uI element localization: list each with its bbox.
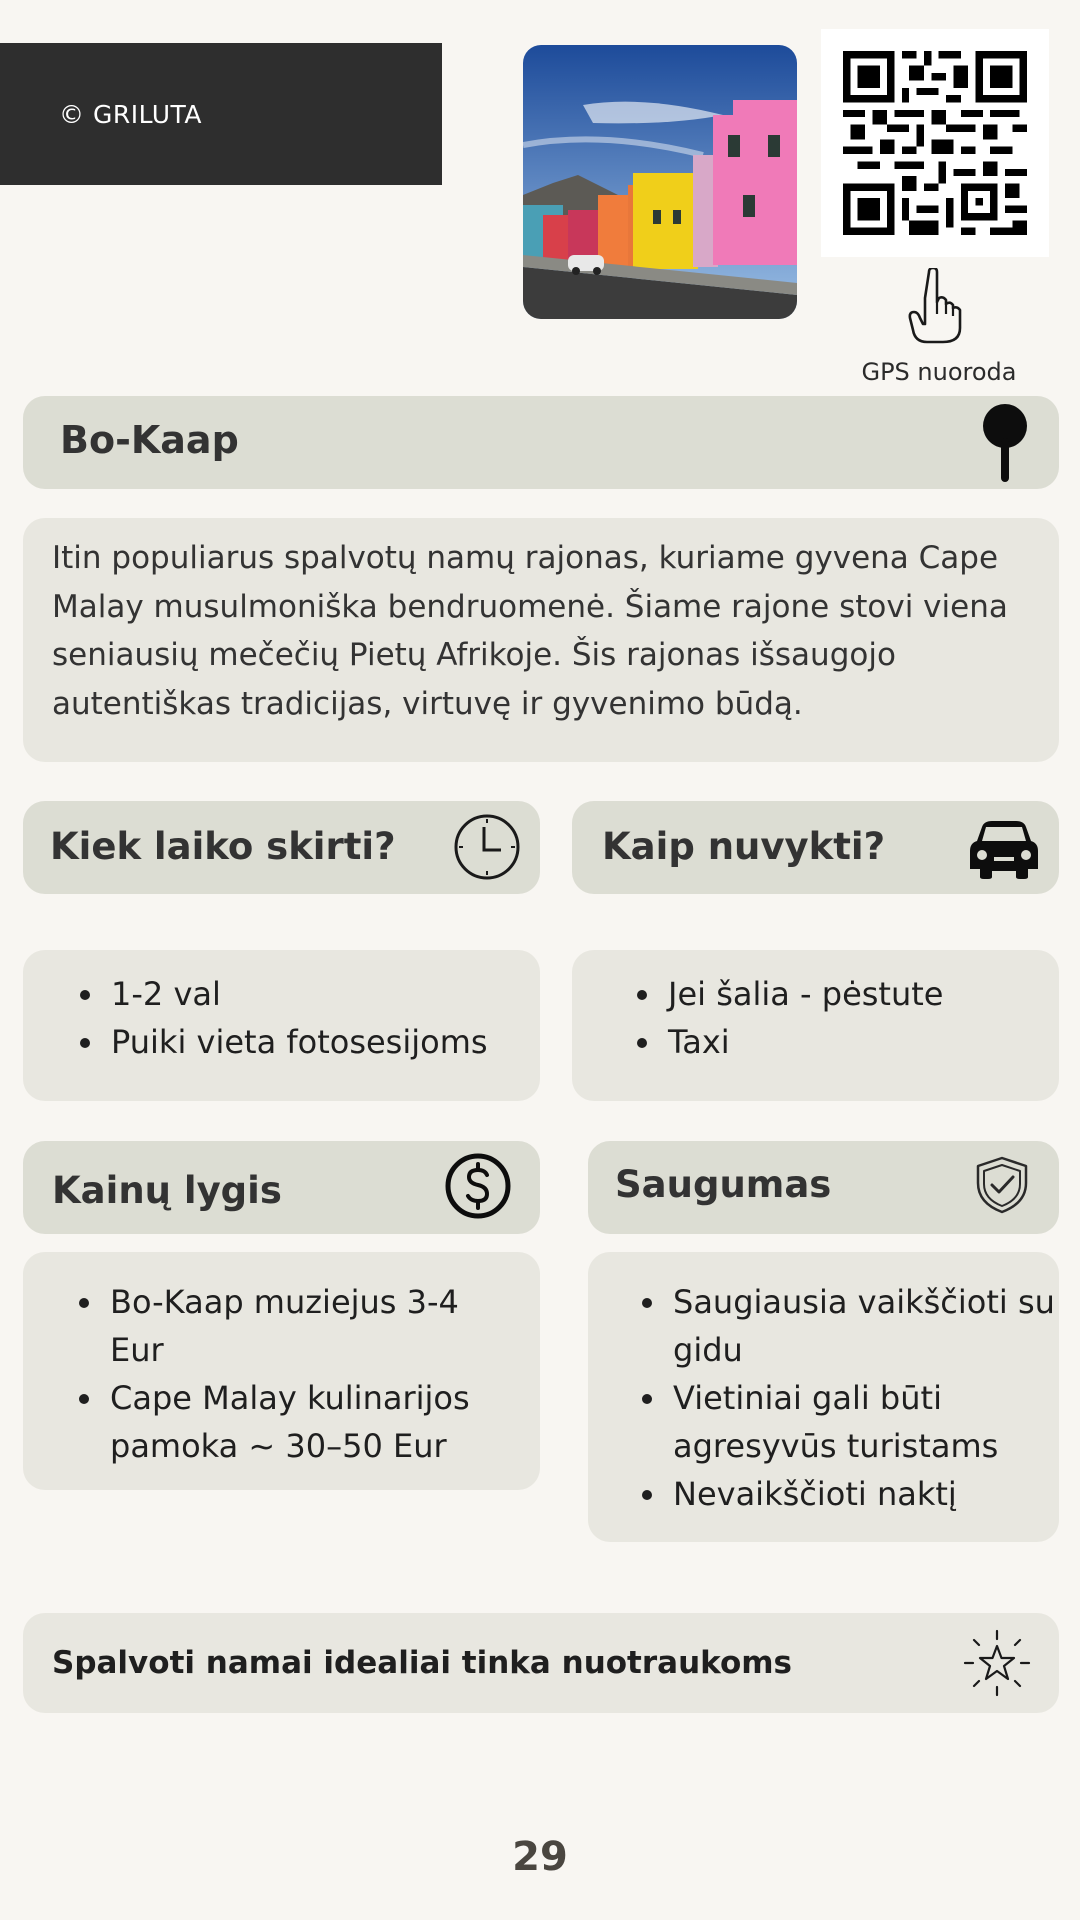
car-icon (968, 815, 1040, 881)
time-list (78, 970, 488, 1066)
place-title: Bo-Kaap (60, 418, 239, 462)
transport-info-box (572, 950, 1059, 1101)
list-item: Taxi (635, 1018, 943, 1066)
list-item: Saugiausia vaikščioti su gidu (640, 1278, 1056, 1374)
qr-code[interactable] (821, 29, 1049, 257)
tip-bar (23, 1613, 1059, 1713)
place-description: Itin populiarus spalvotų namų rajonas, kuriame gyvena Cape Malay musulmoniška bendruomenė. Šiame rajone stovi viena seniausių mečečių Pietų Afrikoje. Šis rajonas išsaugojo autentiškas tradicijas, virtuvę ir gyvenimo būdą. (52, 540, 1008, 722)
list-item: Vietiniai gali būti agresyvūs turistams (640, 1374, 1056, 1470)
copyright-text: © GRILUTA (59, 100, 202, 129)
place-title-bar (23, 396, 1059, 489)
prices-heading-bar (23, 1141, 540, 1234)
list-item: Nevaikščioti naktį (640, 1470, 1056, 1518)
map-pin-icon (981, 402, 1029, 484)
place-description-box (23, 518, 1059, 762)
list-item: Jei šalia - pėstute (635, 970, 943, 1018)
bo-kaap-photo (523, 45, 797, 319)
prices-info-box (23, 1252, 540, 1490)
transport-list (635, 970, 943, 1066)
safety-heading: Saugumas (615, 1163, 832, 1206)
safety-heading-bar (588, 1141, 1059, 1234)
dollar-icon (443, 1151, 513, 1221)
clock-icon (451, 811, 523, 883)
time-heading: Kiek laiko skirti? (50, 825, 396, 868)
prices-heading: Kainų lygis (52, 1169, 282, 1212)
transport-heading-bar (572, 801, 1059, 894)
time-heading-bar (23, 801, 540, 894)
gps-link-label[interactable]: GPS nuoroda (861, 358, 1017, 386)
safety-info-box (588, 1252, 1059, 1542)
tip-text: Spalvoti namai idealiai tinka nuotraukoms (52, 1645, 792, 1681)
shield-check-icon (974, 1155, 1030, 1215)
list-item: 1-2 val (78, 970, 488, 1018)
list-item: Cape Malay kulinarijos pamoka ~ 30–50 Eur (77, 1374, 497, 1470)
time-info-box (23, 950, 540, 1101)
safety-list (640, 1278, 1056, 1518)
page-number: 29 (512, 1834, 568, 1880)
sparkle-star-icon (963, 1629, 1031, 1697)
list-item: Bo-Kaap muziejus 3-4 Eur (77, 1278, 497, 1374)
transport-heading: Kaip nuvykti? (602, 825, 886, 868)
pointing-hand-icon (905, 268, 965, 344)
list-item: Puiki vieta fotosesijoms (78, 1018, 488, 1066)
prices-list (77, 1278, 497, 1470)
